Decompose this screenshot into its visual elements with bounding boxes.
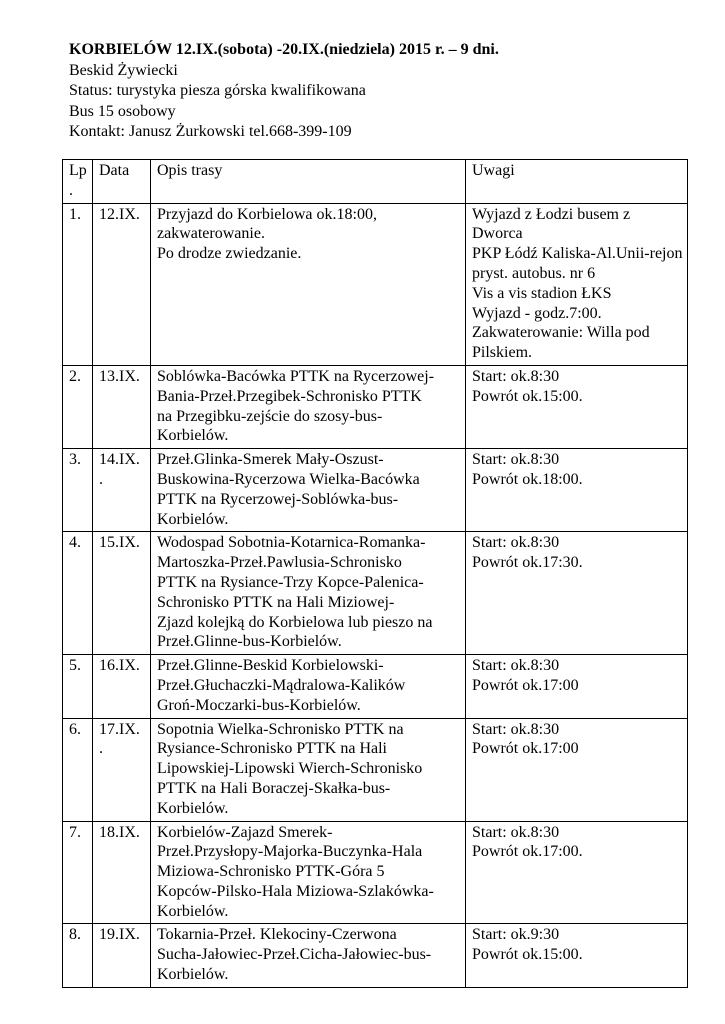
- row-route: Wodospad Sobotnia-Kotarnica-Romanka- Martoszka-Przeł.Pawlusia-Schronisko PTTK na Rysiance-Trzy Kopce-Palenica- Schronisko PTTK na Hali Miziowej- Zjazd kolejką do Korbielowa lub pieszo na Przeł.Glinne-bus-Korbielów.: [151, 532, 466, 655]
- row-lp: 5.: [63, 655, 93, 718]
- row-date: 14.IX. .: [93, 449, 151, 532]
- trip-title: KORBIELÓW 12.IX.(sobota) -20.IX.(niedziela) 2015 r. – 9 dni.: [69, 41, 499, 58]
- row-lp: 8.: [63, 924, 93, 987]
- row-lp: 1.: [63, 203, 93, 365]
- row-date: 16.IX.: [93, 655, 151, 718]
- row-route: Tokarnia-Przeł. Klekociny-Czerwona Sucha-Jałowiec-Przeł.Cicha-Jałowiec-bus- Korbielów.: [151, 924, 466, 987]
- table-header-row: [63, 160, 688, 204]
- row-lp: 6.: [63, 718, 93, 821]
- row-notes: Start: ok.8:30 Powrót ok.17:00.: [466, 821, 688, 924]
- row-date: 17.IX. .: [93, 718, 151, 821]
- table-row: [63, 532, 688, 655]
- row-route: Przeł.Glinne-Beskid Korbielowski- Przeł.Głuchaczki-Mądralowa-Kalików Groń-Moczarki-bus-Korbielów.: [151, 655, 466, 718]
- column-header-notes: Uwagi: [466, 160, 688, 204]
- row-notes: Start: ok.8:30 Powrót ok.17:30.: [466, 532, 688, 655]
- row-date: 12.IX.: [93, 203, 151, 365]
- column-header-lp: Lp .: [63, 160, 93, 204]
- row-date: 15.IX.: [93, 532, 151, 655]
- row-date: 19.IX.: [93, 924, 151, 987]
- table-row: [63, 821, 688, 924]
- row-route: Przeł.Glinka-Smerek Mały-Oszust- Buskowina-Rycerzowa Wielka-Bacówka PTTK na Rycerzowej-Soblówka-bus- Korbielów.: [151, 449, 466, 532]
- row-date: 18.IX.: [93, 821, 151, 924]
- trip-bus: Bus 15 osobowy: [69, 102, 176, 120]
- table-row: [63, 365, 688, 448]
- row-route: Przyjazd do Korbielowa ok.18:00, zakwaterowanie. Po drodze zwiedzanie.: [151, 203, 466, 365]
- column-header-route: Opis trasy: [151, 160, 466, 204]
- row-date: 13.IX.: [93, 365, 151, 448]
- trip-status: Status: turystyka piesza górska kwalifikowana: [69, 82, 366, 99]
- row-notes: Start: ok.8:30 Powrót ok.15:00.: [466, 365, 688, 448]
- row-notes: Start: ok.8:30 Powrót ok.18:00.: [466, 449, 688, 532]
- row-notes: Start: ok.8:30 Powrót ok.17:00: [466, 718, 688, 821]
- document-header: [69, 40, 689, 143]
- row-route: Sopotnia Wielka-Schronisko PTTK na Rysiance-Schronisko PTTK na Hali Lipowskiej-Lipowski Wierch-Schronisko PTTK na Hali Boraczej-Skałka-bus- Korbielów.: [151, 718, 466, 821]
- row-lp: 2.: [63, 365, 93, 448]
- row-lp: 4.: [63, 532, 93, 655]
- table-row: [63, 718, 688, 821]
- row-route: Soblówka-Bacówka PTTK na Rycerzowej- Bania-Przeł.Przegibek-Schronisko PTTK na Przegibku-zejście do szosy-bus- Korbielów.: [151, 365, 466, 448]
- row-lp: 3.: [63, 449, 93, 532]
- column-header-date: Data: [93, 160, 151, 204]
- row-notes: Start: ok.9:30 Powrót ok.15:00.: [466, 924, 688, 987]
- row-notes: Start: ok.8:30 Powrót ok.17:00: [466, 655, 688, 718]
- row-route: Korbielów-Zajazd Smerek- Przeł.Przysłopy-Majorka-Buczynka-Hala Miziowa-Schronisko PTTK-Góra 5 Kopców-Pilsko-Hala Miziowa-Szlakówka- Korbielów.: [151, 821, 466, 924]
- table-row: [63, 924, 688, 987]
- table-row: [63, 203, 688, 365]
- trip-region: Beskid Żywiecki: [69, 61, 178, 79]
- table-row: [63, 655, 688, 718]
- row-notes: Wyjazd z Łodzi busem z Dworca PKP Łódź Kaliska-Al.Unii-rejon pryst. autobus. nr 6 Vis a vis stadion ŁKS Wyjazd - godz.7:00. Zakwaterowanie: Willa pod Pilskiem.: [466, 203, 688, 365]
- itinerary-table: [62, 159, 688, 988]
- table-row: [63, 449, 688, 532]
- row-lp: 7.: [63, 821, 93, 924]
- trip-contact: Kontakt: Janusz Żurkowski tel.668-399-109: [69, 123, 352, 140]
